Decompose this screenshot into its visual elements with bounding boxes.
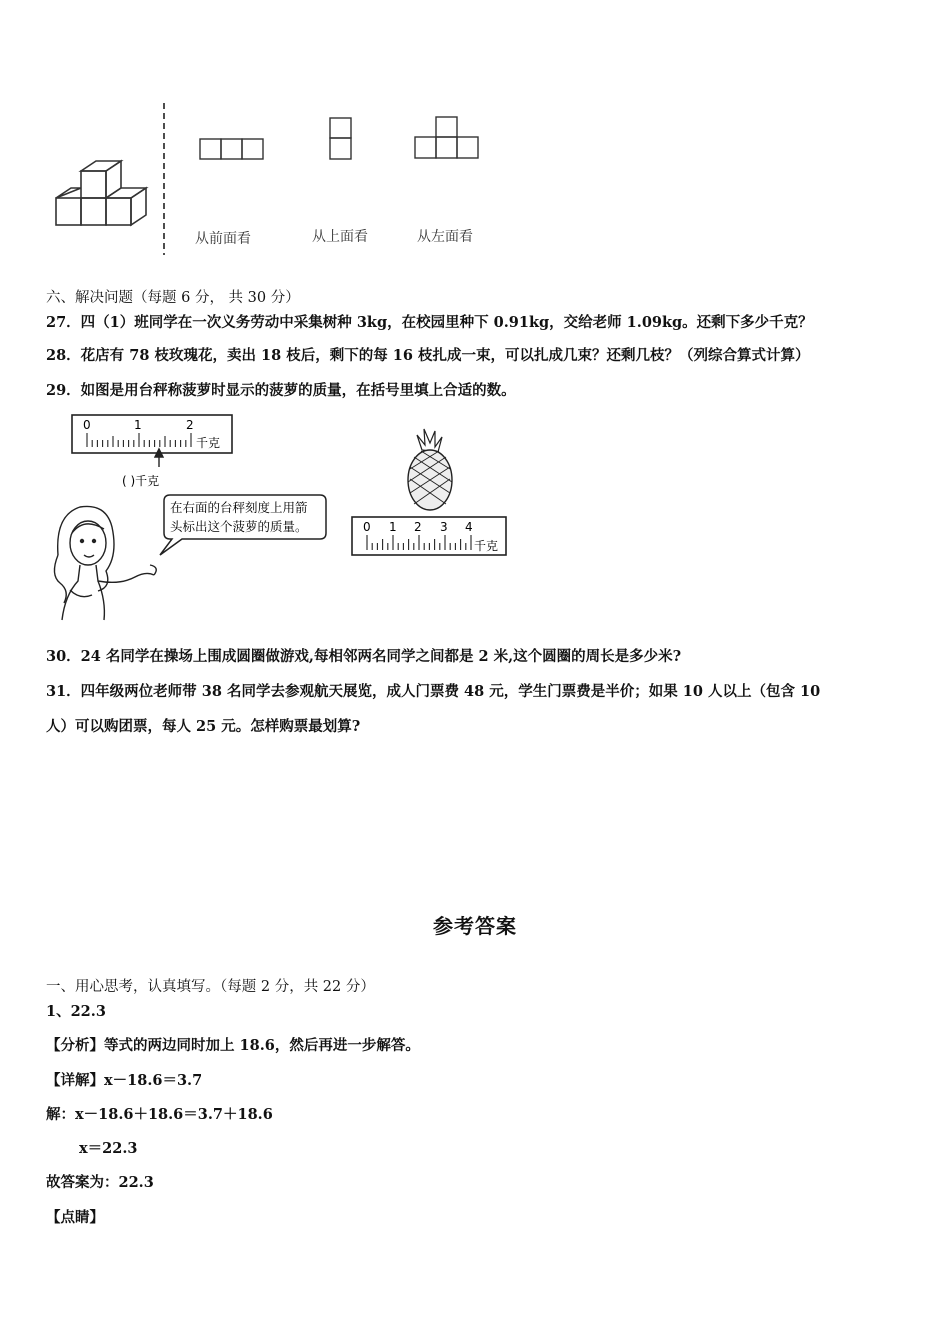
left-view-shape — [415, 117, 478, 158]
answer-analysis: 【分析】等式的两边同时加上 18.6，然后再进一步解答。 — [46, 1037, 420, 1054]
question-27: 27．四（1）班同学在一次义务劳动中采集树种 3kg，在校园里种下 0.91kg，交给老师 1.09kg。还剩下多少千克？ — [46, 314, 813, 331]
blank-paren-kg: ( )千克 — [122, 474, 160, 488]
label-from-left: 从左面看 — [417, 229, 473, 245]
answer-detail: 【详解】x－18.6＝3.7 — [46, 1072, 203, 1089]
question-31-line1: 31．四年级两位老师带 38 名同学去参观航天展览，成人门票费 48 元，学生门票费是半价；如果 10 人以上（包含 10 — [46, 683, 821, 700]
bubble-line-2: 头标出这个菠萝的质量。 — [170, 519, 308, 534]
pineapple-drawing — [408, 429, 452, 510]
answers-section1-heading: 一、用心思考，认真填写。（每题 2 分，共 22 分） — [46, 979, 375, 995]
left-scale-unit: 千克 — [196, 436, 221, 450]
label-from-front: 从前面看 — [195, 231, 251, 247]
question-31-line2: 人）可以购团票，每人 25 元。怎样购票最划算? — [46, 718, 361, 735]
answer-1: 1、22.3 — [46, 1003, 106, 1020]
scale-figure — [40, 405, 520, 630]
front-view-shape — [200, 139, 263, 159]
top-view-shape — [330, 118, 351, 159]
right-scale-unit: 千克 — [474, 539, 499, 553]
scale-arrow — [155, 449, 163, 467]
cube-stack-drawing — [56, 161, 146, 225]
label-from-top: 从上面看 — [312, 229, 368, 245]
right-tick-1: 1 — [389, 520, 397, 534]
right-tick-3: 3 — [440, 520, 448, 534]
question-29: 29．如图是用台秤称菠萝时显示的菠萝的质量，在括号里填上合适的数。 — [46, 382, 516, 399]
left-tick-2: 2 — [186, 418, 194, 432]
right-scale-ticks — [367, 535, 471, 550]
three-view-figure — [40, 95, 500, 260]
right-tick-0: 0 — [363, 520, 371, 534]
answer-solve-step2: x＝22.3 — [79, 1140, 138, 1157]
question-28: 28．花店有 78 枝玫瑰花，卖出 18 枝后，剩下的每 16 枝扎成一束，可以扎成几束？还剩几枝？（列综合算式计算） — [46, 347, 810, 364]
question-30: 30．24 名同学在操场上围成圆圈做游戏,每相邻两名同学之间都是 2 米,这个圆圈的周长是多少米? — [46, 648, 682, 665]
answer-solve-step1: 解：x－18.6＋18.6＝3.7＋18.6 — [46, 1106, 273, 1123]
right-tick-4: 4 — [465, 520, 473, 534]
answer-conclusion: 故答案为：22.3 — [46, 1174, 154, 1191]
answers-title: 参考答案 — [433, 914, 517, 938]
left-tick-1: 1 — [134, 418, 142, 432]
left-tick-0: 0 — [83, 418, 91, 432]
teacher-illustration — [54, 506, 156, 620]
bubble-line-1: 在右面的台秤刻度上用箭 — [170, 500, 308, 515]
section6-heading: 六、解决问题（每题 6 分， 共 30 分） — [46, 290, 300, 306]
answer-remark: 【点睛】 — [46, 1209, 104, 1226]
right-tick-2: 2 — [414, 520, 422, 534]
left-scale-ticks — [87, 433, 191, 447]
